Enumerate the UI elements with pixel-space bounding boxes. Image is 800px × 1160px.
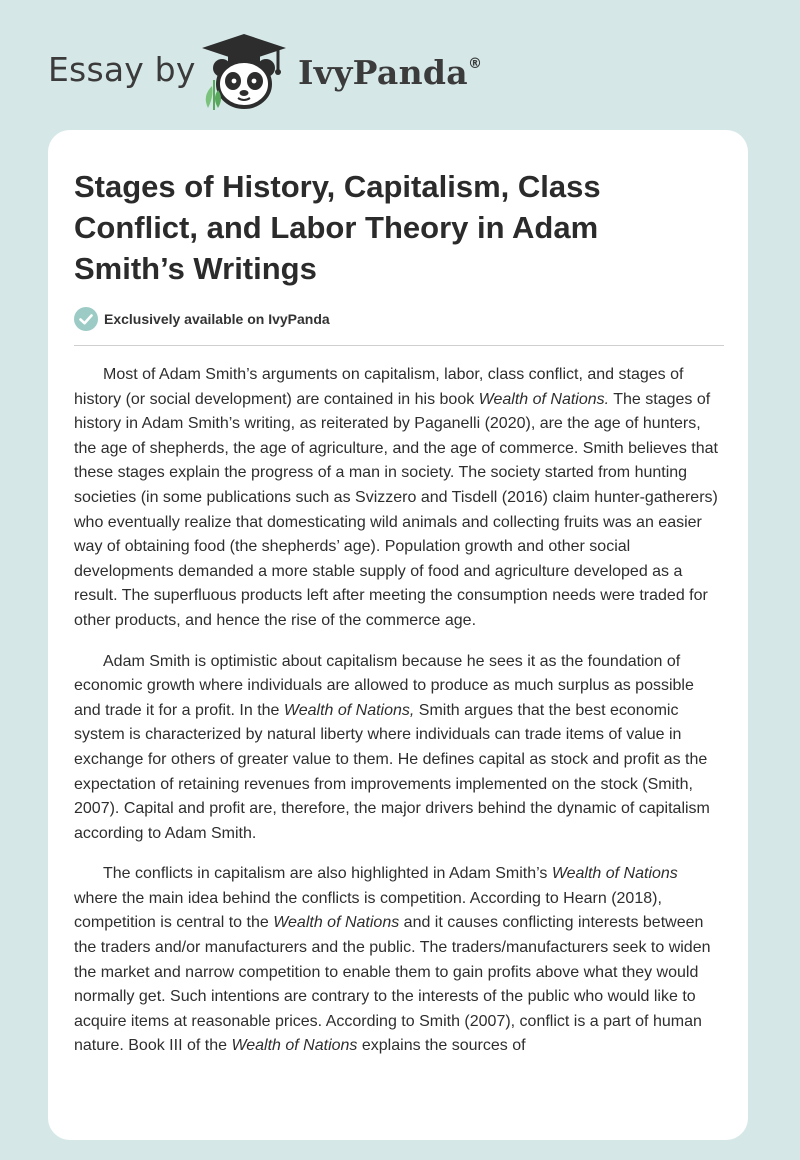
book-title: Wealth of Nations bbox=[231, 1037, 358, 1055]
paragraph-3: The conflicts in capitalism are also highlighted in Adam Smith’s Wealth of Nations where the main idea behind the conflicts is competition. According to Hearn (2018), competition is central to the Wealth of Nations and it causes conflicting interests between the traders and/or manufacturers and the public. The traders/manufacturers seek to widen the market and narrow competition to enable them to gain profits above what they would normally get. Such intentions are contrary to the interests of the public who would like to acquire items at reasonable prices. According to Smith (2007), conflict is a part of human nature. Book III of the Wealth of Nations explains the sources of bbox=[74, 865, 711, 1055]
check-circle-icon bbox=[74, 307, 98, 331]
book-title: Wealth of Nations bbox=[273, 914, 400, 932]
article-body bbox=[74, 363, 722, 1075]
article-title: Stages of History, Capitalism, Class Conflict, and Labor Theory in Adam Smith’s Writings bbox=[74, 169, 601, 286]
panda-logo-icon[interactable] bbox=[198, 32, 290, 110]
book-title: Wealth of Nations bbox=[551, 865, 678, 883]
brand-name[interactable]: IvyPanda® bbox=[298, 53, 483, 92]
essay-by-label: Essay by bbox=[48, 50, 196, 89]
divider bbox=[74, 345, 724, 346]
exclusive-badge bbox=[74, 306, 330, 332]
paragraph-2: Adam Smith is optimistic about capitalism because he sees it as the foundation of economic growth where individuals are allowed to produce as much surplus as possible and trade it for a profit. In the Wealth of Nations, Smith argues that the best economic system is characterized by natural liberty where individuals can trade items of value in exchange for others of greater value to them. He defines capital as stock and profit as the expectation of retaining revenues from improvements implemented on the stock (Smith, 2007). Capital and profit are, therefore, the major drivers behind the dynamic of capitalism according to Adam Smith. bbox=[74, 652, 710, 842]
article-card bbox=[48, 130, 748, 1140]
site-header bbox=[0, 0, 800, 130]
paragraph-1: Most of Adam Smith’s arguments on capitalism, labor, class conflict, and stages of history (or social development) are contained in his book Wealth of Nations. The stages of history in Adam Smith’s writing, as reiterated by Paganelli (2020), are the age of hunters, the age of shepherds, the age of agriculture, and the age of commerce. Smith believes that these stages explain the progress of a man in society. The society started from hunting societies (in some publications such as Svizzero and Tisdell (2016) claim hunter-gatherers) who eventually realize that domesticating wild animals and collecting fruits was an easier way of obtaining food (the shepherds’ age). Population growth and other social developments demanded a more stable supply of food and agriculture developed as a result. The superfluous products left after meeting the consumption needs were traded for other products, and hence the rise of the commerce age. bbox=[74, 366, 718, 629]
book-title: Wealth of Nations, bbox=[283, 701, 415, 719]
book-title: Wealth of Nations. bbox=[478, 390, 610, 408]
registered-mark: ® bbox=[467, 56, 483, 72]
exclusive-label: Exclusively available on IvyPanda bbox=[104, 311, 330, 327]
